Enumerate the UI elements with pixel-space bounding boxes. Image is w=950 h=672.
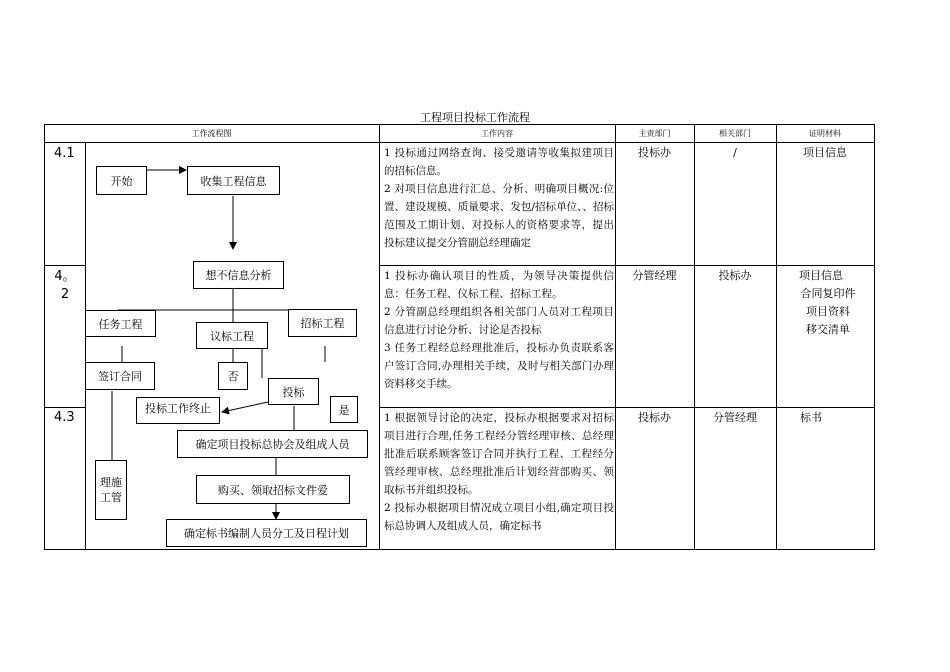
flow-box-bid: 投标 (268, 378, 319, 405)
row-number: 4。 2 (54, 269, 76, 302)
flow-box-sign: 签订合同 (86, 362, 155, 390)
flow-box-buy: 购买、领取招标文件爱 (196, 475, 350, 504)
evidence-item: 移交清单 (806, 323, 850, 336)
evidence-item: 项目资料 (806, 305, 850, 318)
main-dept: 投标办 (638, 146, 671, 159)
flow-box-negotiate: 议标工程 (196, 322, 268, 349)
document-title: 工程项目投标工作流程 (420, 111, 530, 124)
content-paragraph: 2 对项目信息进行汇总、分析、明确项目概况:位置、建设规模、质量要求、发包/招标单位、、招标范围及工期计划、对投标人的资格要求等，提出投标建议提交分管副总经理确定 (384, 183, 614, 249)
flow-box-collect: 收集工程信息 (187, 166, 280, 195)
evidence-item: 标书 (800, 411, 822, 424)
flow-box-end: 投标工作终止 (136, 397, 220, 424)
flow-box-construct (95, 460, 127, 520)
evidence-item: 项目信息 (803, 146, 847, 159)
flow-box-start: 开始 (96, 166, 147, 195)
header-evidence: 证明材料 (809, 129, 841, 138)
content-paragraph: 1 根据领导讨论的决定，投标办根据要求对招标项目进行合理,任务工程经分管经理审核、总经理批准后联系顾客签订合同并执行工程、工程经分管经理审核、总经理批准后计划经营部购买、领取标书并组织投标。 (384, 412, 614, 496)
flow-box-plan: 确定标书编制人员分工及日程计划 (166, 519, 367, 547)
flow-box-yes: 是 (330, 396, 358, 423)
header-main-dept: 主责部门 (638, 129, 671, 138)
connector-bid-end (222, 402, 268, 412)
content-paragraph: 1 投标办确认项目的性质，为领导决策提供信息：任务工程、仪标工程、招标工程。 (384, 270, 614, 300)
flow-box-analyze: 想不信息分析 (193, 261, 284, 289)
flow-box-construct-label: 理施工管 (100, 476, 122, 504)
content-paragraph: 2 分管副总经理组织各相关部门人员对工程项目信息进行讨论分析、讨论是否投标 (384, 306, 614, 336)
header-content: 工作内容 (481, 129, 513, 138)
content-paragraph: 2 投标办根据项目情况成立项目小组,确定项目投标总协调人及组成人员，确定标书 (384, 502, 614, 532)
row-number: 4.3 (54, 410, 75, 425)
flow-box-task: 任务工程 (86, 310, 156, 337)
main-dept: 投标办 (638, 411, 671, 424)
flow-box-coordinator: 确定项目投标总协会及组成人员 (177, 430, 368, 458)
flow-box-bidding: 招标工程 (288, 309, 357, 337)
content-paragraph: 3 任务工程经总经理批准后，投标办负责联系客户签订合同,办理相关手续，及时与相关部门办理资料移交手续。 (384, 342, 614, 390)
header-related-dept: 相关部门 (719, 129, 751, 138)
evidence-item: 合同复印件 (800, 287, 856, 300)
related-dept: 投标办 (718, 269, 752, 282)
evidence-item: 项目信息 (799, 269, 843, 282)
header-flowchart: 工作流程图 (191, 129, 232, 138)
main-dept: 分管经理 (632, 269, 677, 282)
row-number: 4.1 (54, 146, 75, 161)
content-paragraph: 1 投标通过网络查询、接受邀请等收集拟建项目的招标信息。 (384, 147, 614, 177)
related-dept: / (733, 146, 737, 159)
related-dept: 分管经理 (713, 411, 757, 424)
flow-box-no: 否 (218, 362, 248, 390)
